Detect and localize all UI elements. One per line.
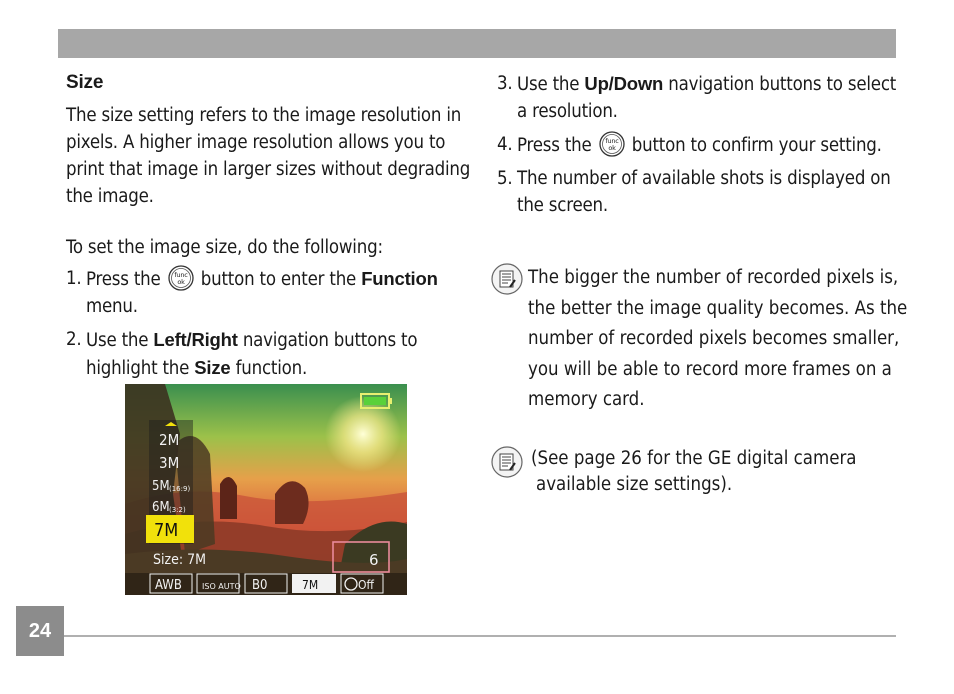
step-2 xyxy=(66,326,471,382)
step-text: Press the xyxy=(86,269,161,290)
step-bold: Up/Down xyxy=(584,73,664,94)
func-icon-label: func xyxy=(173,271,188,279)
step-text: Press the xyxy=(517,135,592,156)
size-7m-icon: 7M xyxy=(302,578,319,592)
step-3 xyxy=(497,70,907,125)
section-title: Size xyxy=(66,72,104,93)
howto-text: To set the image size, do the following: xyxy=(66,237,383,258)
camera-screen-svg xyxy=(125,384,407,595)
note-icon xyxy=(491,263,523,295)
menu-option-6m: 6M xyxy=(152,500,170,515)
menu-option-6m-ratio: (3:2) xyxy=(169,506,186,514)
step-text: The number of available shots is displayed on the screen. xyxy=(517,168,891,216)
step-text: navigation buttons to highlight the xyxy=(86,330,418,379)
header-bar xyxy=(58,29,896,58)
camera-screen-image xyxy=(125,384,407,595)
note-text: The bigger the number of recorded pixels is, the better the image quality becomes. As the number of recorded pixels becomes smaller, you will be able to record more frames on a memory card. xyxy=(528,267,908,410)
step-text: navigation buttons to select a resolution. xyxy=(517,74,897,122)
step-number: 1. xyxy=(66,268,82,289)
step-number: 3. xyxy=(497,73,513,94)
step-text: button to confirm your setting. xyxy=(631,135,882,156)
note-icon xyxy=(491,446,523,478)
step-text: function. xyxy=(235,358,308,379)
menu-option-7m-selected: 7M xyxy=(154,520,179,541)
step-number: 2. xyxy=(66,329,82,350)
step-bold: Size xyxy=(194,357,231,378)
page-number: 24 xyxy=(16,606,64,656)
size-status-label: Size: 7M xyxy=(153,552,206,568)
footer-rule xyxy=(64,635,896,637)
shots-remaining: 6 xyxy=(369,551,379,569)
menu-option-2m: 2M xyxy=(159,431,180,449)
menu-option-3m: 3M xyxy=(159,454,180,472)
step-bold: Left/Right xyxy=(153,329,238,350)
step-bold: Function xyxy=(361,268,438,289)
step-1 xyxy=(66,265,471,320)
note-text: available size settings). xyxy=(536,474,733,495)
note-2 xyxy=(491,446,911,498)
ok-icon-label: ok xyxy=(607,144,616,152)
right-column xyxy=(497,70,907,225)
menu-option-5m-ratio: (16:9) xyxy=(169,485,191,493)
step-text: menu. xyxy=(86,296,138,317)
exposure-icon: B0 xyxy=(252,578,268,593)
func-ok-button-icon xyxy=(168,265,194,291)
step-number: 4. xyxy=(497,134,513,155)
note-text: (See page 26 for the GE digital camera xyxy=(531,448,857,469)
iso-auto-icon: ISO AUTO xyxy=(202,582,241,591)
intro-paragraph: The size setting refers to the image resolution in pixels. A higher image resolution allows you to print that image in larger sizes without degrading the image. xyxy=(66,105,471,207)
ok-icon-label: ok xyxy=(176,278,185,286)
func-ok-button-icon xyxy=(599,131,625,157)
left-column xyxy=(66,70,471,388)
func-icon-label: func xyxy=(604,137,619,145)
step-text: button to enter the xyxy=(200,269,357,290)
step-number: 5. xyxy=(497,168,513,189)
step-text: Use the xyxy=(86,330,149,351)
step-4 xyxy=(497,131,907,159)
self-timer-off-label: Off xyxy=(358,578,374,592)
awb-icon: AWB xyxy=(155,578,182,593)
size-menu xyxy=(146,420,194,544)
step-text: Use the xyxy=(517,74,580,95)
note-1 xyxy=(491,263,911,416)
step-5 xyxy=(497,165,907,219)
menu-option-5m: 5M xyxy=(152,479,170,494)
